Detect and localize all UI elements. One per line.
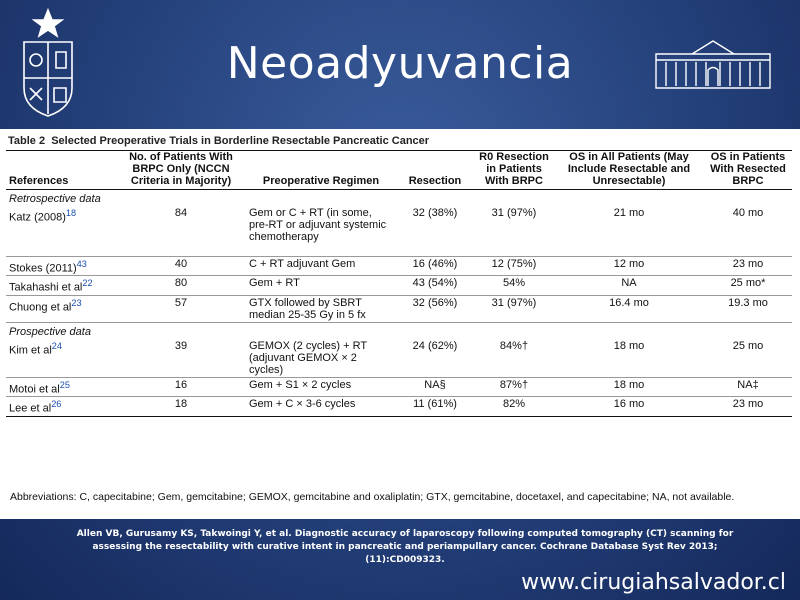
cell-r0: 82% [474, 397, 554, 417]
footer-url: www.cirugiahsalvador.cl [521, 570, 786, 595]
cell-ref: Kim et $al^{24}$ [6, 339, 116, 378]
header-resection: Resection [408, 175, 462, 187]
cell-regimen: GTX followed by SBRT median 25-35 Gy in 5 fx [246, 295, 396, 322]
cell-ref: Stokes $(2011)^{43}$ [6, 256, 116, 276]
trials-table [6, 150, 792, 417]
cell-os-all: 16 mo [554, 397, 704, 417]
table-row [6, 339, 792, 378]
cell-ref: Motoi et $al^{25}$ [6, 377, 116, 397]
citation-text: Allen VB, Gurusamy KS, Takwoingi Y, et al. Diagnostic accuracy of laparoscopy following computed tomography (CT) scanning for assessing the resectability with curative intent in pancreatic and periampullary cancer. Cochrane Database Syst Rev 2013;(11):CD009323. [76, 529, 734, 565]
cell-os-all: 18 mo [554, 339, 704, 378]
cell-n: 39 [116, 339, 246, 378]
cell-regimen: Gem + RT [246, 276, 396, 296]
cell-ref: Lee et $al^{26}$ [6, 397, 116, 417]
cell-resection: 43 (54%) [396, 276, 474, 296]
cell-os-all: 21 mo [554, 206, 704, 256]
cell-resection: 16 (46%) [396, 256, 474, 276]
cell-ref: Takahashi et $al^{22}$ [6, 276, 116, 296]
table-row [6, 276, 792, 296]
table-row [6, 256, 792, 276]
table-row [6, 295, 792, 322]
section-retrospective: Retrospective data [9, 193, 101, 205]
abbreviations-note: Abbreviations: C, capecitabine; Gem, gemcitabine; GEMOX, gemcitabine and oxaliplatin; GTX, gemcitabine, docetaxel, and capecitabine; NA, not available. [10, 491, 735, 503]
cell-n: 16 [116, 377, 246, 397]
header-patients: No. of Patients With BRPC Only (NCCN Criteria in Majority) [129, 151, 233, 187]
cell-regimen: Gem or C + RT (in some, pre-RT or adjuvant systemic chemotherapy [246, 206, 396, 256]
cell-regimen: Gem + C × 3-6 cycles [246, 397, 396, 417]
cell-resection: NA§ [396, 377, 474, 397]
slide-title: Neoadyuvancia [226, 38, 574, 89]
table-row [6, 377, 792, 397]
cell-r0: 12 (75%) [474, 256, 554, 276]
cell-os-all: 18 mo [554, 377, 704, 397]
cell-n: 80 [116, 276, 246, 296]
header-os-all: OS in All Patients (May Include Resectable and Unresectable) [567, 151, 691, 187]
cell-os-brpc: 40 mo [704, 206, 792, 256]
cell-regimen: C + RT adjuvant Gem [246, 256, 396, 276]
header-r0: R0 Resection in Patients With BRPC [479, 151, 549, 187]
cell-r0: 87%† [474, 377, 554, 397]
table-panel [0, 129, 800, 519]
cell-r0: 31 (97%) [474, 206, 554, 256]
table-caption-label: Table 2 [8, 135, 46, 147]
cell-n: 84 [116, 206, 246, 256]
cell-os-brpc: 23 mo [704, 397, 792, 417]
cell-r0: 54% [474, 276, 554, 296]
table-header-row [6, 151, 792, 190]
cell-n: 40 [116, 256, 246, 276]
hospital-building-icon [652, 38, 774, 90]
cell-r0: 84%† [474, 339, 554, 378]
cell-n: 18 [116, 397, 246, 417]
cell-regimen: GEMOX (2 cycles) + RT (adjuvant GEMOX × 2 cycles) [246, 339, 396, 378]
table-row [6, 397, 792, 417]
cell-n: 57 [116, 295, 246, 322]
cell-resection: 24 (62%) [396, 339, 474, 378]
cell-os-all: NA [554, 276, 704, 296]
table-caption-text: Selected Preoperative Trials in Borderline Resectable Pancreatic Cancer [51, 135, 430, 147]
header-regimen: Preoperative Regimen [262, 175, 380, 187]
cell-os-all: 12 mo [554, 256, 704, 276]
cell-os-brpc: 25 mo* [704, 276, 792, 296]
header-os-brpc: OS in Patients With Resected BRPC [710, 151, 786, 187]
table-row [6, 206, 792, 256]
cell-os-brpc: NA‡ [704, 377, 792, 397]
cell-ref: Chuong et $al^{23}$ [6, 295, 116, 322]
table-caption [8, 135, 429, 147]
cell-regimen: Gem + S1 × 2 cycles [246, 377, 396, 397]
cell-os-brpc: 19.3 mo [704, 295, 792, 322]
cell-resection: 32 (38%) [396, 206, 474, 256]
cell-os-brpc: 23 mo [704, 256, 792, 276]
header-references: References [9, 175, 69, 187]
cell-resection: 32 (56%) [396, 295, 474, 322]
cell-resection: 11 (61%) [396, 397, 474, 417]
cell-os-brpc: 25 mo [704, 339, 792, 378]
cell-os-all: 16.4 mo [554, 295, 704, 322]
cell-ref: Katz $(2008)^{18}$ [6, 206, 116, 256]
cell-r0: 31 (97%) [474, 295, 554, 322]
section-prospective: Prospective data [9, 325, 91, 338]
